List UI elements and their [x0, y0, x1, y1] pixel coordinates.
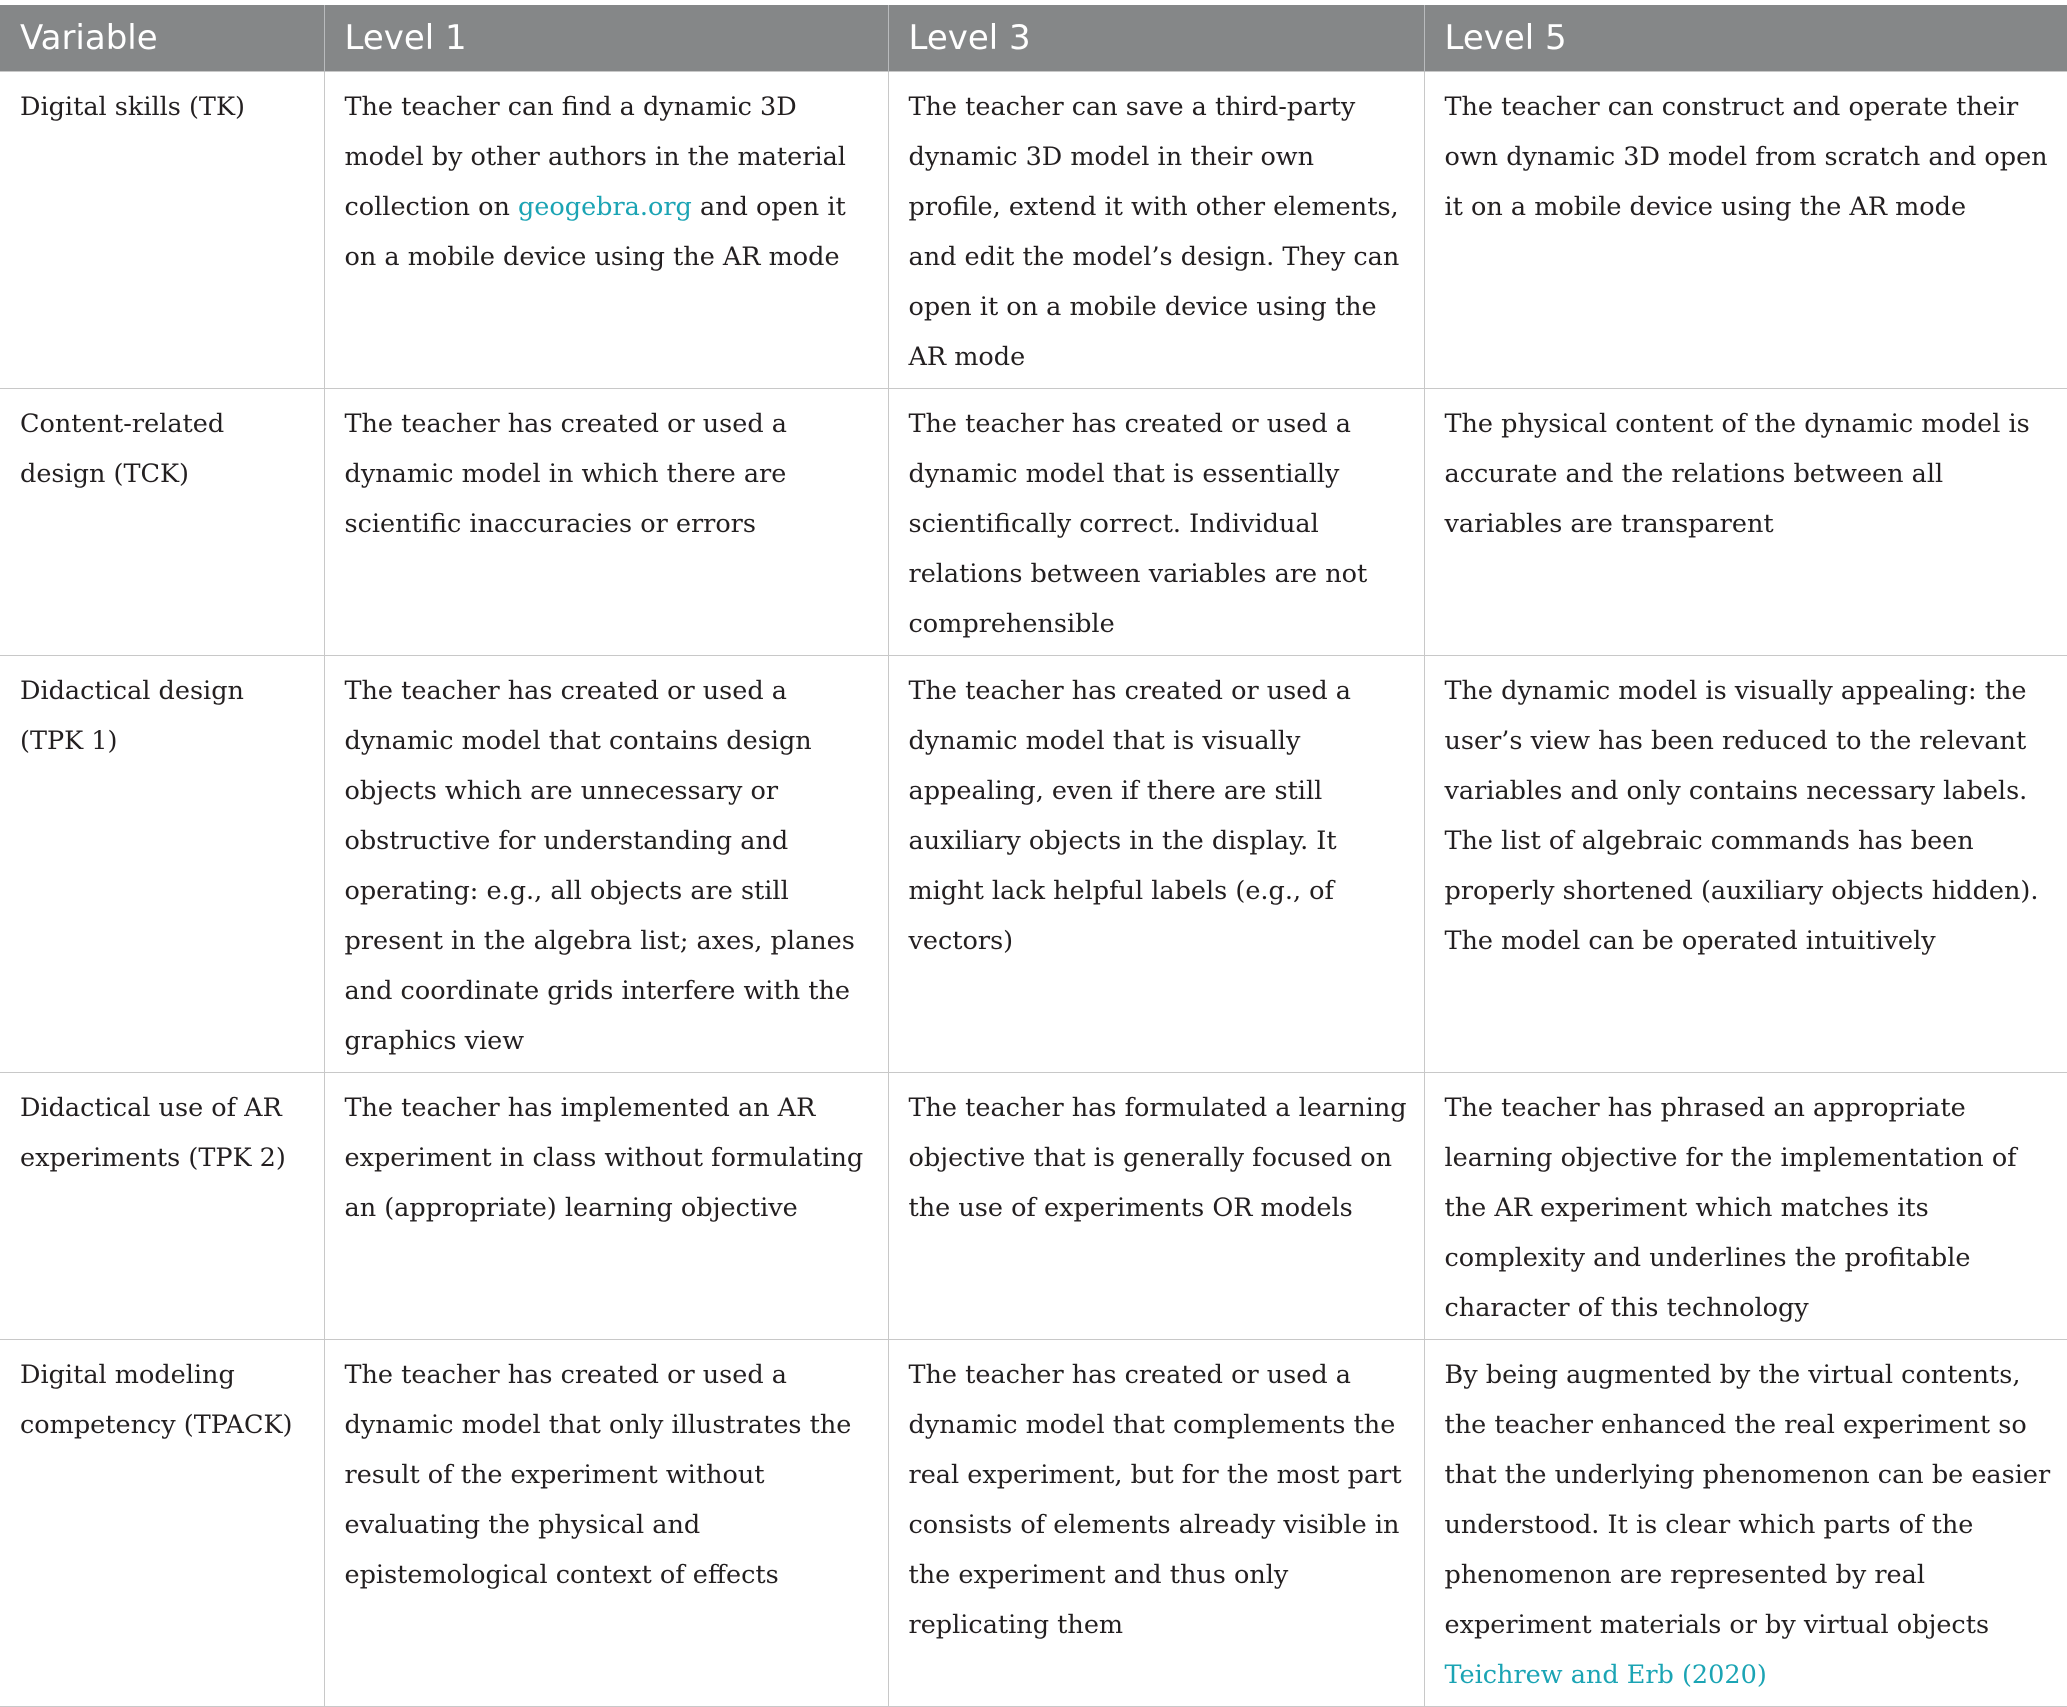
geogebra-link[interactable]: geogebra.org	[517, 191, 692, 222]
variable-cell: Didactical use of AR experiments (TPK 2)	[0, 1072, 324, 1339]
variable-cell: Digital skills (TK)	[0, 71, 324, 388]
header-level-3: Level 3	[888, 5, 1424, 71]
header-level-1: Level 1	[324, 5, 888, 71]
level-5-cell: The teacher can construct and operate their own dynamic 3D model from scratch and open it on a mobile device using the AR mode	[1424, 71, 2067, 388]
level-1-cell	[324, 71, 888, 388]
level-5-cell	[1424, 1339, 2067, 1706]
level-1-cell: The teacher has created or used a dynamic model in which there are scientific inaccuracies or errors	[324, 388, 888, 655]
level-3-cell: The teacher has created or used a dynamic model that is visually appealing, even if there are still auxiliary objects in the display. It might lack helpful labels (e.g., of vectors)	[888, 655, 1424, 1072]
level-3-cell: The teacher has created or used a dynamic model that is essentially scientifically correct. Individual relations between variables are not comprehensible	[888, 388, 1424, 655]
table-header	[0, 5, 2067, 71]
level-3-cell: The teacher has formulated a learning objective that is generally focused on the use of experiments OR models	[888, 1072, 1424, 1339]
table-row	[0, 1072, 2067, 1339]
competency-rubric-table	[0, 5, 2067, 1707]
cell-text: and open it on a mobile device using the AR mode	[344, 191, 846, 272]
variable-cell: Content-related design (TCK)	[0, 388, 324, 655]
header-variable: Variable	[0, 5, 324, 71]
level-1-cell: The teacher has created or used a dynamic model that contains design objects which are unnecessary or obstructive for understanding and operating: e.g., all objects are still present in the algebra list; axes, planes and coordinate grids interfere with the graphics view	[324, 655, 888, 1072]
table-row	[0, 1339, 2067, 1706]
header-row	[0, 5, 2067, 71]
level-3-cell: The teacher can save a third-party dynamic 3D model in their own profile, extend it with other elements, and edit the model’s design. They can open it on a mobile device using the AR mode	[888, 71, 1424, 388]
header-level-5: Level 5	[1424, 5, 2067, 71]
level-3-cell: The teacher has created or used a dynamic model that complements the real experiment, but for the most part consists of elements already visible in the experiment and thus only replicating them	[888, 1339, 1424, 1706]
level-1-cell: The teacher has created or used a dynamic model that only illustrates the result of the experiment without evaluating the physical and epistemological context of effects	[324, 1339, 888, 1706]
variable-cell: Digital modeling competency (TPACK)	[0, 1339, 324, 1706]
table-body	[0, 71, 2067, 1706]
level-5-cell: The teacher has phrased an appropriate learning objective for the implementation of the AR experiment which matches its complexity and underlines the profitable character of this technology	[1424, 1072, 2067, 1339]
level-1-cell: The teacher has implemented an AR experiment in class without formulating an (appropriate) learning objective	[324, 1072, 888, 1339]
variable-cell: Didactical design (TPK 1)	[0, 655, 324, 1072]
level-5-cell: The physical content of the dynamic model is accurate and the relations between all variables are transparent	[1424, 388, 2067, 655]
level-5-cell: The dynamic model is visually appealing: the user’s view has been reduced to the relevant variables and only contains necessary labels. The list of algebraic commands has been properly shortened (auxiliary objects hidden). The model can be operated intuitively	[1424, 655, 2067, 1072]
cell-text: The teacher can find a dynamic 3D model by other authors in the material collection on	[344, 91, 846, 222]
table-row	[0, 388, 2067, 655]
citation-link[interactable]: Teichrew and Erb (2020)	[1444, 1659, 1767, 1690]
table-row	[0, 71, 2067, 388]
table-row	[0, 655, 2067, 1072]
cell-text: By being augmented by the virtual contents, the teacher enhanced the real experiment so that the underlying phenomenon can be easier understood. It is clear which parts of the phenomenon are represented by real experiment materials or by virtual objects	[1444, 1359, 2051, 1640]
